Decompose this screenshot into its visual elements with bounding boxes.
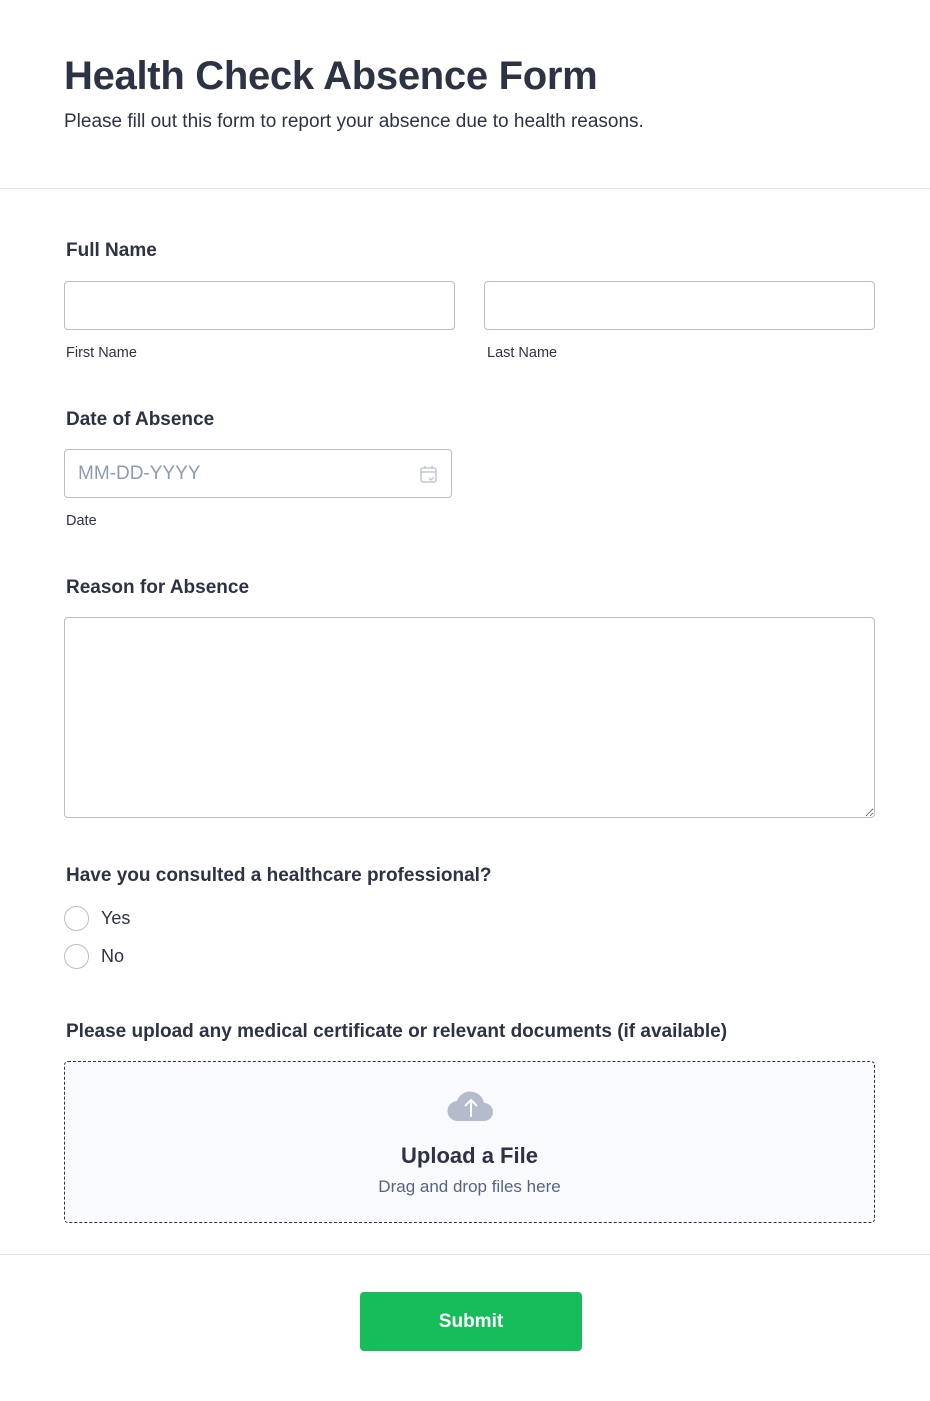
upload-hint: Drag and drop files here: [378, 1177, 561, 1196]
cloud-upload-icon: [446, 1088, 496, 1122]
upload-title: Upload a File: [401, 1143, 538, 1168]
date-placeholder: MM-DD-YYYY: [78, 463, 201, 484]
page-title: Health Check Absence Form: [64, 54, 598, 98]
divider: [0, 1254, 930, 1255]
last-name-sublabel: Last Name: [487, 345, 558, 361]
date-input[interactable]: [64, 449, 452, 498]
page-subtitle: Please fill out this form to report your absence due to health reasons.: [64, 111, 644, 132]
radio-no-label[interactable]: No: [101, 946, 125, 966]
consulted-label: Have you consulted a healthcare professional?: [66, 865, 492, 886]
file-upload-dropzone[interactable]: [64, 1061, 875, 1223]
radio-no[interactable]: [64, 944, 89, 969]
divider: [0, 188, 930, 189]
calendar-icon[interactable]: [419, 464, 439, 484]
reason-textarea[interactable]: [64, 617, 875, 818]
submit-button[interactable]: Submit: [360, 1292, 582, 1351]
date-label: Date of Absence: [66, 409, 215, 430]
reason-label: Reason for Absence: [66, 577, 250, 598]
first-name-sublabel: First Name: [66, 345, 137, 361]
last-name-input[interactable]: [484, 281, 875, 330]
full-name-label: Full Name: [66, 240, 157, 261]
first-name-input[interactable]: [64, 281, 455, 330]
date-sublabel: Date: [66, 513, 97, 529]
radio-yes[interactable]: [64, 906, 89, 931]
radio-yes-label[interactable]: Yes: [101, 908, 131, 928]
upload-label: Please upload any medical certificate or relevant documents (if available): [66, 1021, 728, 1042]
